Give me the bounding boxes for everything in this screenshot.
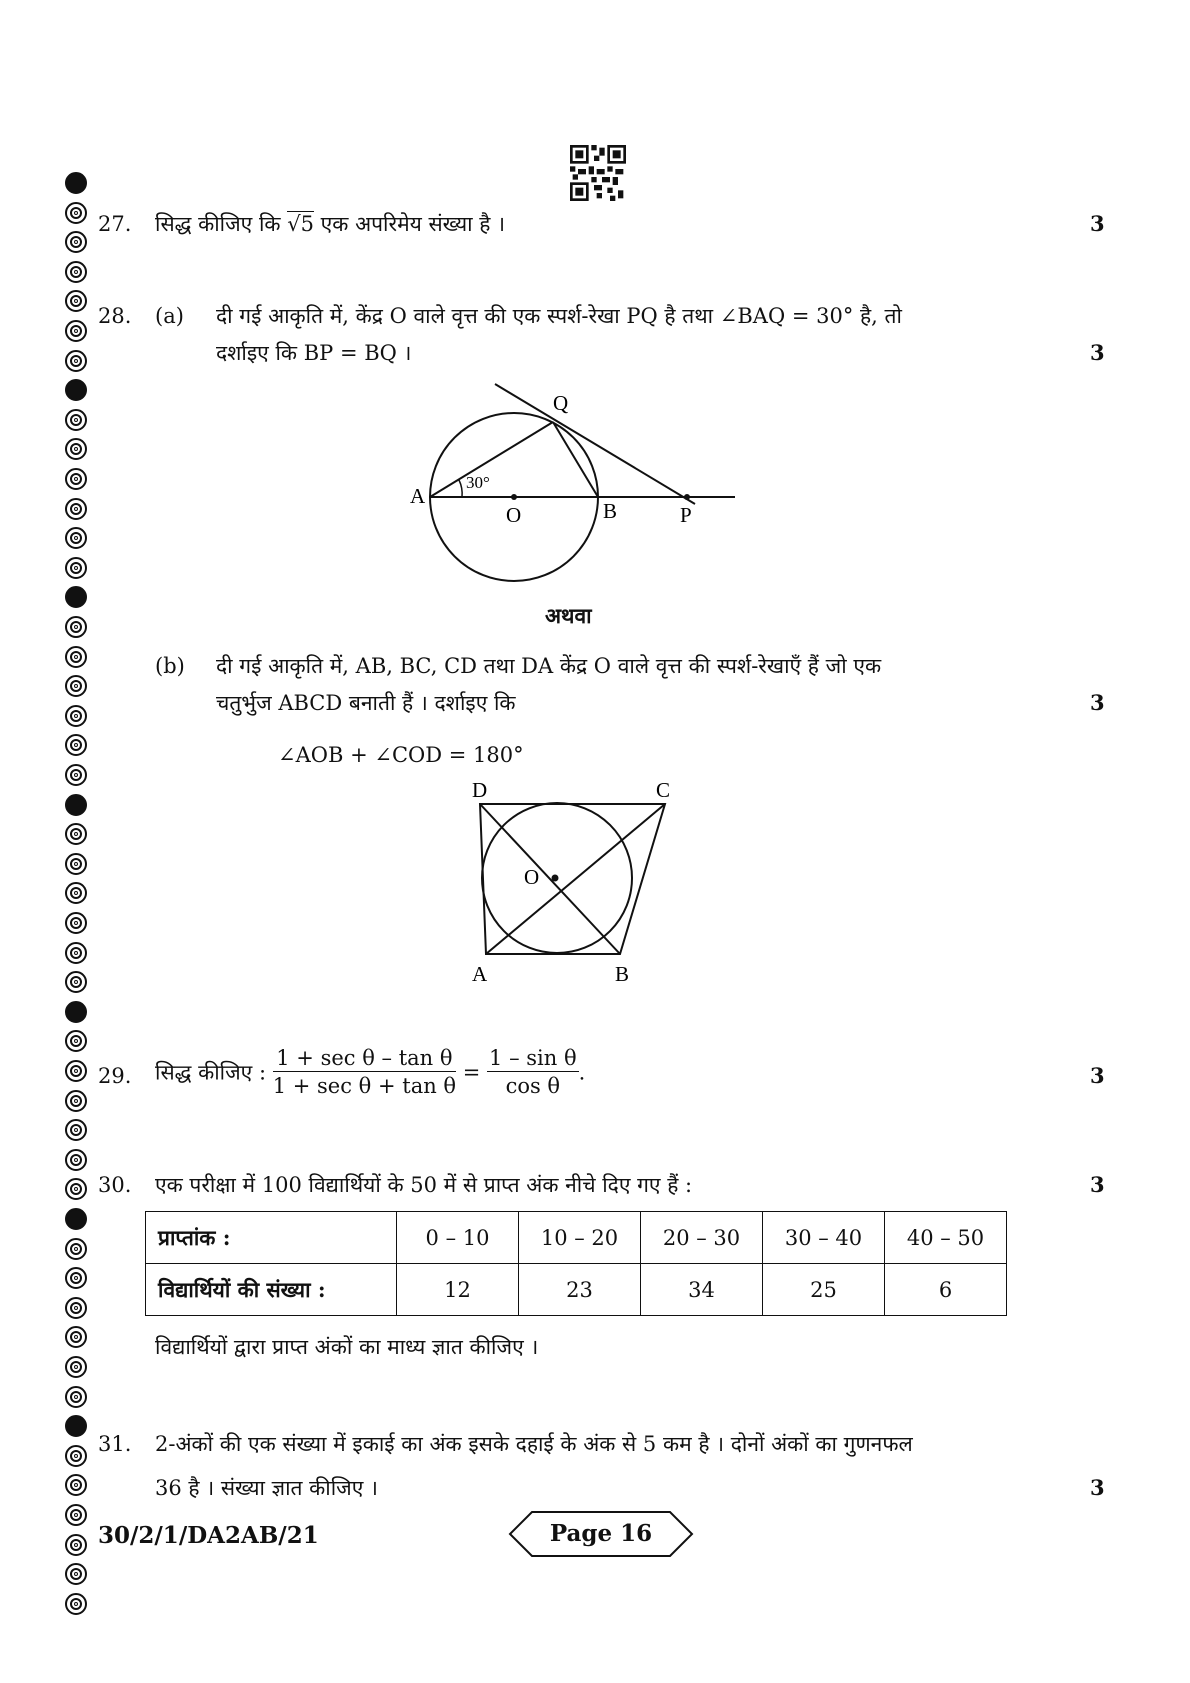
label-A: A xyxy=(472,962,488,986)
concentric-ring-marker-icon xyxy=(65,290,87,312)
concentric-ring-marker-icon xyxy=(65,942,87,964)
question-29-identity xyxy=(155,1045,585,1100)
or-separator: अथवा xyxy=(545,603,592,628)
concentric-ring-marker-icon xyxy=(65,1356,87,1378)
sqrt-symbol: √ xyxy=(287,212,301,236)
row-header-students: विद्यार्थियों की संख्या : xyxy=(146,1264,397,1316)
concentric-ring-marker-icon xyxy=(65,231,87,253)
question-28a-line2: दर्शाइए कि BP = BQ । xyxy=(216,341,412,365)
part-label-b: (b) xyxy=(155,654,185,678)
sqrt-radicand: 5 xyxy=(300,212,314,236)
marks-q30: 3 xyxy=(1090,1172,1105,1197)
page-number: Page 16 xyxy=(549,1520,653,1547)
concentric-ring-marker-icon xyxy=(65,823,87,845)
question-number-28: 28. xyxy=(98,304,132,328)
concentric-ring-marker-icon xyxy=(65,409,87,431)
table-cell: 10 – 20 xyxy=(519,1212,641,1264)
table-cell: 6 xyxy=(885,1264,1007,1316)
angle-label: 30° xyxy=(466,473,490,492)
concentric-ring-marker-icon xyxy=(65,1504,87,1526)
concentric-ring-marker-icon xyxy=(65,468,87,490)
question-30-text: एक परीक्षा में 100 विद्यार्थियों के 50 में से प्राप्त अंक नीचे दिए गए हैं : xyxy=(155,1173,693,1197)
lhs-fraction xyxy=(273,1045,456,1100)
table-cell: 30 – 40 xyxy=(763,1212,885,1264)
concentric-ring-marker-icon xyxy=(65,616,87,638)
concentric-ring-marker-icon xyxy=(65,1238,87,1260)
label-C: C xyxy=(656,778,671,802)
marks-q28a: 3 xyxy=(1090,340,1105,365)
table-row xyxy=(146,1264,1007,1316)
equation-angles: ∠AOB + ∠COD = 180° xyxy=(278,743,524,767)
question-number-27: 27. xyxy=(98,212,132,236)
table-cell: 12 xyxy=(397,1264,519,1316)
figure-circle-tangent xyxy=(380,370,760,610)
concentric-ring-marker-icon xyxy=(65,320,87,342)
rhs-fraction xyxy=(487,1045,579,1100)
marks-q29: 3 xyxy=(1090,1063,1105,1088)
concentric-ring-marker-icon xyxy=(65,350,87,372)
table-cell: 23 xyxy=(519,1264,641,1316)
question-27-text xyxy=(155,211,505,237)
table-cell: 40 – 50 xyxy=(885,1212,1007,1264)
concentric-ring-marker-icon xyxy=(65,498,87,520)
concentric-ring-marker-icon xyxy=(65,882,87,904)
filled-circle-marker-icon xyxy=(65,1415,87,1437)
concentric-ring-marker-icon xyxy=(65,1119,87,1141)
label-A: A xyxy=(410,484,426,508)
question-number-31: 31. xyxy=(98,1432,132,1456)
concentric-ring-marker-icon xyxy=(65,1474,87,1496)
table-cell: 0 – 10 xyxy=(397,1212,519,1264)
question-number-30: 30. xyxy=(98,1173,132,1197)
lhs-denominator: 1 + sec θ + tan θ xyxy=(272,1074,457,1098)
sqrt-expression xyxy=(287,211,314,236)
table-cell: 34 xyxy=(641,1264,763,1316)
concentric-ring-marker-icon xyxy=(65,764,87,786)
question-30-instruction: विद्यार्थियों द्वारा प्राप्त अंकों का माध्य ज्ञात कीजिए । xyxy=(155,1335,539,1359)
concentric-ring-marker-icon xyxy=(65,202,87,224)
period: . xyxy=(578,1060,586,1085)
question-number-29: 29. xyxy=(98,1064,132,1088)
filled-circle-marker-icon xyxy=(65,1208,87,1230)
concentric-ring-marker-icon xyxy=(65,1326,87,1348)
page-number-badge xyxy=(508,1510,694,1558)
label-O: O xyxy=(524,865,540,889)
concentric-ring-marker-icon xyxy=(65,1297,87,1319)
question-31-line2: 36 है । संख्या ज्ञात कीजिए । xyxy=(155,1476,379,1500)
concentric-ring-marker-icon xyxy=(65,1030,87,1052)
part-label-a: (a) xyxy=(155,304,184,328)
concentric-ring-marker-icon xyxy=(65,734,87,756)
concentric-ring-marker-icon xyxy=(65,1563,87,1585)
filled-circle-marker-icon xyxy=(65,586,87,608)
marks-q27: 3 xyxy=(1090,211,1105,236)
row-header-marks: प्राप्तांक : xyxy=(146,1212,397,1264)
question-27-suffix: एक अपरिमेय संख्या है । xyxy=(313,212,506,236)
filled-circle-marker-icon xyxy=(65,379,87,401)
rhs-numerator: 1 – sin θ xyxy=(489,1046,577,1070)
concentric-ring-marker-icon xyxy=(65,1386,87,1408)
lhs-numerator: 1 + sec θ – tan θ xyxy=(273,1045,456,1072)
question-31-line1: 2-अंकों की एक संख्या में इकाई का अंक इसके दहाई के अंक से 5 कम है । दोनों अंकों का गुणनफल xyxy=(155,1432,913,1456)
question-28b-line2: चतुर्भुज ABCD बनाती हैं । दर्शाइए कि xyxy=(216,691,516,715)
concentric-ring-marker-icon xyxy=(65,1149,87,1171)
label-O: O xyxy=(506,503,522,527)
concentric-ring-marker-icon xyxy=(65,438,87,460)
qr-code-icon xyxy=(570,145,626,201)
paper-code: 30/2/1/DA2AB/21 xyxy=(98,1522,319,1549)
question-28b-line1: दी गई आकृति में, AB, BC, CD तथा DA केंद्र O वाले वृत्त की स्पर्श-रेखाएँ हैं जो एक xyxy=(216,654,882,678)
marks-distribution-table xyxy=(145,1211,1007,1316)
concentric-ring-marker-icon xyxy=(65,1534,87,1556)
concentric-ring-marker-icon xyxy=(65,1267,87,1289)
concentric-ring-marker-icon xyxy=(65,705,87,727)
filled-circle-marker-icon xyxy=(65,1001,87,1023)
table-row xyxy=(146,1212,1007,1264)
question-28a-line1: दी गई आकृति में, केंद्र O वाले वृत्त की एक स्पर्श-रेखा PQ है तथा ∠BAQ = 30° है, तो xyxy=(216,304,902,328)
label-B: B xyxy=(603,499,618,523)
marks-q31: 3 xyxy=(1090,1475,1105,1500)
table-cell: 20 – 30 xyxy=(641,1212,763,1264)
concentric-ring-marker-icon xyxy=(65,675,87,697)
concentric-ring-marker-icon xyxy=(65,1178,87,1200)
concentric-ring-marker-icon xyxy=(65,527,87,549)
question-29-prefix: सिद्ध कीजिए : xyxy=(155,1060,273,1085)
concentric-ring-marker-icon xyxy=(65,1593,87,1615)
rhs-denominator: cos θ xyxy=(505,1074,561,1098)
concentric-ring-marker-icon xyxy=(65,557,87,579)
concentric-ring-marker-icon xyxy=(65,261,87,283)
marks-q28b: 3 xyxy=(1090,690,1105,715)
concentric-ring-marker-icon xyxy=(65,646,87,668)
label-P: P xyxy=(680,503,692,527)
label-Q: Q xyxy=(553,391,569,415)
concentric-ring-marker-icon xyxy=(65,1060,87,1082)
table-cell: 25 xyxy=(763,1264,885,1316)
concentric-ring-marker-icon xyxy=(65,1090,87,1112)
equals-sign: = xyxy=(462,1060,481,1085)
concentric-ring-marker-icon xyxy=(65,971,87,993)
label-B: B xyxy=(615,962,630,986)
concentric-ring-marker-icon xyxy=(65,853,87,875)
figure-quadrilateral-incircle xyxy=(460,772,700,987)
concentric-ring-marker-icon xyxy=(65,1445,87,1467)
concentric-ring-marker-icon xyxy=(65,912,87,934)
filled-circle-marker-icon xyxy=(65,172,87,194)
label-D: D xyxy=(472,778,488,802)
question-27-prefix: सिद्ध कीजिए कि xyxy=(155,212,288,236)
filled-circle-marker-icon xyxy=(65,794,87,816)
